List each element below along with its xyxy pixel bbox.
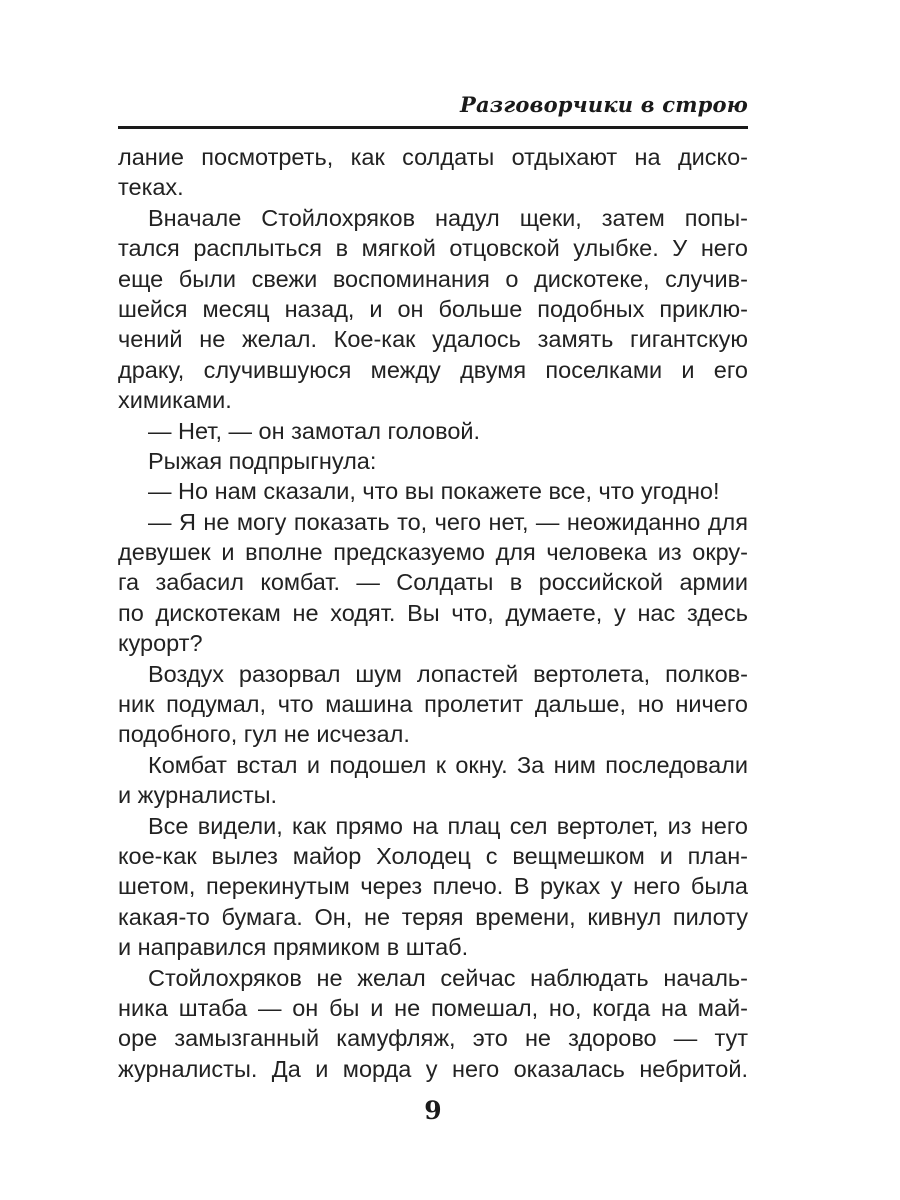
text-line: ник подумал, что машина пролетит дальше, но ничего bbox=[118, 691, 748, 718]
text-line: Рыжая подпрыгнула: bbox=[148, 447, 377, 474]
text-line: Стойлохряков не желал сейчас наблюдать началь- bbox=[148, 964, 748, 991]
text-line: драку, случившуюся между двумя поселками и его bbox=[118, 356, 748, 383]
text-line: какая-то бумага. Он, не теряя времени, кивнул пилоту bbox=[118, 903, 748, 930]
text-line: — Нет, — он замотал головой. bbox=[148, 417, 481, 444]
text-line: Все видели, как прямо на плац сел вертолет, из него bbox=[148, 812, 748, 839]
text-line: и журналисты. bbox=[118, 782, 278, 809]
text-line: чений не желал. Кое-как удалось замять гигантскую bbox=[118, 326, 748, 353]
text-line: шетом, перекинутым через плечо. В руках у него была bbox=[118, 873, 748, 900]
text-line: девушек и вполне предсказуемо для человека из окру- bbox=[118, 539, 748, 566]
text-line: еще были свежи воспоминания о дискотеке, случив- bbox=[118, 265, 748, 292]
text-line: по дискотекам не ходят. Вы что, думаете, у нас здесь bbox=[118, 599, 748, 626]
text-line: оре замызганный камуфляж, это не здорово — тут bbox=[118, 1025, 748, 1052]
text-line: га забасил комбат. — Солдаты в российской армии bbox=[118, 569, 748, 596]
text-line: журналисты. Да и морда у него оказалась небритой. bbox=[118, 1055, 748, 1082]
text-line: тался расплыться в мягкой отцовской улыбке. У него bbox=[118, 235, 748, 262]
text-line: шейся месяц назад, и он больше подобных приклю- bbox=[118, 295, 748, 322]
text-line: теках. bbox=[118, 174, 184, 201]
text-line: ника штаба — он бы и не помешал, но, когда на май- bbox=[118, 994, 748, 1021]
text-line: — Я не могу показать то, чего нет, — неожиданно для bbox=[148, 508, 748, 535]
text-line: Вначале Стойлохряков надул щеки, затем попы- bbox=[148, 204, 748, 231]
text-line: химиками. bbox=[118, 387, 232, 414]
text-line: кое-как вылез майор Холодец с вещмешком и план- bbox=[118, 842, 748, 869]
running-title: Разговорчики в строю bbox=[459, 92, 748, 117]
text-line: подобного, гул не исчезал. bbox=[118, 721, 410, 748]
body-text bbox=[118, 142, 748, 1084]
text-line: курорт? bbox=[118, 630, 203, 657]
text-line: и направился прямиком в штаб. bbox=[118, 934, 469, 961]
page-number: 9 bbox=[424, 1096, 442, 1125]
header-rule bbox=[118, 126, 748, 129]
text-line: Комбат встал и подошел к окну. За ним последовали bbox=[148, 751, 748, 778]
text-line: Воздух разорвал шум лопастей вертолета, полков- bbox=[148, 660, 748, 687]
text-line: лание посмотреть, как солдаты отдыхают на диско- bbox=[118, 144, 748, 170]
text-line: — Но нам сказали, что вы покажете все, что угодно! bbox=[148, 478, 720, 505]
